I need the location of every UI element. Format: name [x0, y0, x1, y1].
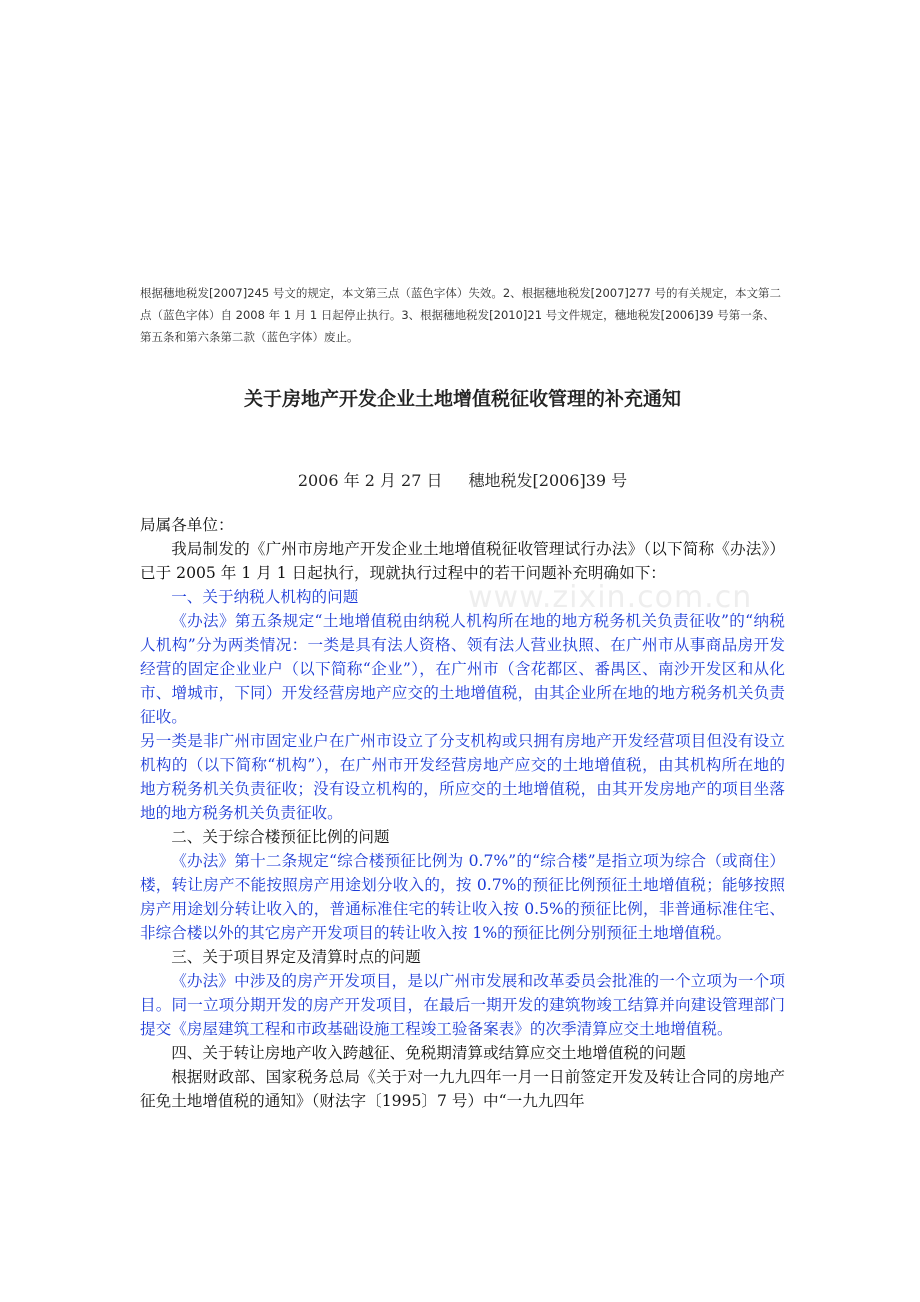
- salutation: 局属各单位：: [140, 516, 234, 534]
- section-1-paragraph-2: 另一类是非广州市固定业户在广州市设立了分支机构或只拥有房地产开发经营项目但没有设立机构的（以下简称“机构”），在广州市开发经营房地产应交的土地增值税，由其机构所在地的地方税务机关负责征收；没有设立机构的，所应交的土地增值税，由其开发房地产的项目坐落地的地方税务机关负责征收。: [140, 732, 785, 822]
- section-heading-3: 三、关于项目界定及清算时点的问题: [171, 948, 421, 966]
- section-3-paragraph: 《办法》中涉及的房产开发项目，是以广州市发展和改革委员会批准的一个立项为一个项目。同一立项分期开发的房产开发项目，在最后一期开发的建筑物竣工结算并向建设管理部门提交《房屋建筑工程和市政基础设施工程竣工验备案表》的次季清算应交土地增值税。: [140, 972, 785, 1038]
- intro-paragraph: 我局制发的《广州市房地产开发企业土地增值税征收管理试行办法》（以下简称《办法》）已于 2005 年 1 月 1 日起执行，现就执行过程中的若干问题补充明确如下：: [140, 540, 785, 582]
- document-title: 关于房地产开发企业土地增值税征收管理的补充通知: [243, 388, 681, 410]
- preface-note: 根据穗地税发[2007]245 号文的规定，本文第三点（蓝色字体）失效。2、根据穗地税发[2007]277 号的有关规定，本文第二点（蓝色字体）自 2008 年 1 月 1 日起停止执行。3、根据穗地税发[2010]21 号文件规定，穗地税发[2006]39 号第一条、第五条和第六条第二款（蓝色字体）废止。: [140, 286, 782, 344]
- section-1-paragraph-1: 《办法》第五条规定“土地增值税由纳税人机构所在地的地方税务机关负责征收”的“纳税人机构”分为两类情况：一类是具有法人资格、领有法人营业执照、在广州市从事商品房开发经营的固定企业业户（以下简称“企业”），在广州市（含花都区、番禺区、南沙开发区和从化市、增城市，下同）开发经营房地产应交的土地增值税，由其企业所在地的地方税务机关负责征收。: [140, 612, 785, 726]
- document-body: [140, 513, 785, 1113]
- date-line: [140, 468, 785, 494]
- section-heading-2: 二、关于综合楼预征比例的问题: [171, 828, 390, 846]
- watermark: www.zixin.com.cn: [468, 580, 753, 615]
- section-4-paragraph: 根据财政部、国家税务总局《关于对一九九四年一月一日前签定开发及转让合同的房地产征免土地增值税的通知》（财法字〔1995〕7 号）中“一九九四年: [140, 1068, 785, 1110]
- section-heading-1: 一、关于纳税人机构的问题: [171, 588, 359, 606]
- section-heading-4: 四、关于转让房地产收入跨越征、免税期清算或结算应交土地增值税的问题: [171, 1044, 686, 1062]
- issue-date: 2006 年 2 月 27 日: [297, 471, 443, 490]
- section-2-paragraph: 《办法》第十二条规定“综合楼预征比例为 0.7%”的“综合楼”是指立项为综合（或商住）楼，转让房产不能按照房产用途划分收入的，按 0.7%的预征比例预征土地增值税；能够按照房产用途划分转让收入的，普通标准住宅的转让收入按 0.5%的预征比例，非普通标准住宅、非综合楼以外的其它房产开发项目的转让收入按 1%的预征比例分别预征土地增值税。: [140, 852, 785, 942]
- document-number: 穗地税发[2006]39 号: [468, 471, 628, 490]
